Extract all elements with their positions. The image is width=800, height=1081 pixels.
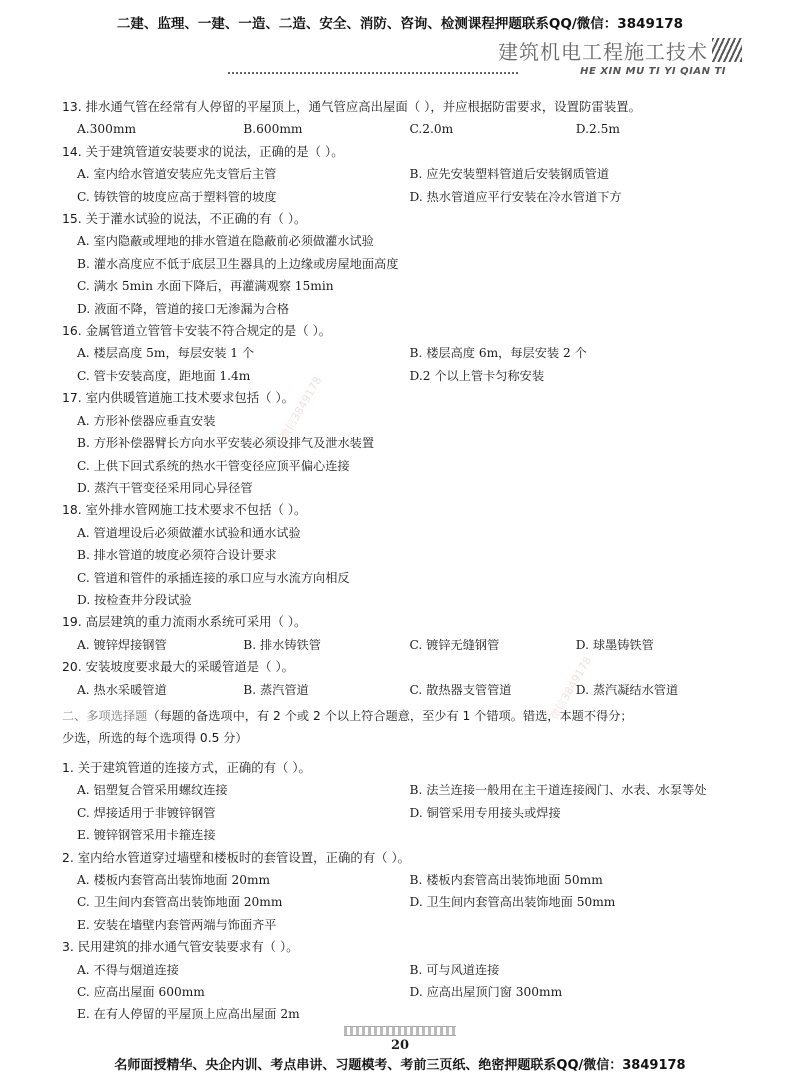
answer-option: A. 室内隐蔽或埋地的排水管道在隐蔽前必须做灌水试验 (77, 234, 374, 249)
question-block (62, 611, 742, 656)
answer-option: D. 液面不降，管道的接口无渗漏为合格 (77, 301, 290, 316)
question-text: 3. 民用建筑的排水通气管安装要求有（ ）。 (62, 939, 299, 955)
question-block (62, 387, 742, 499)
answer-option: D. 蒸汽干管变径采用同心异径管 (77, 480, 253, 495)
answer-option: C. 管道和管件的承插连接的承口应与水流方向相反 (77, 570, 350, 585)
option-group (62, 869, 742, 936)
answer-option: B. 蒸汽管道 (243, 682, 309, 697)
question-block (62, 141, 742, 208)
option-group (62, 522, 742, 612)
answer-option: C. 应高出屋面 600mm (77, 985, 205, 1000)
section-title: 二、多项选择题 (62, 708, 148, 723)
option-group (62, 410, 742, 500)
watermark: 微信3849178 (277, 374, 325, 443)
answer-option: A.300mm (77, 122, 137, 137)
answer-option: A. 方形补偿器应垂直安装 (77, 413, 216, 428)
answer-option: B. 法兰连接一般用在主干道连接阀门、水表、水泵等处 (409, 783, 707, 798)
question-text: 13. 排水通气管在经常有人停留的平屋顶上，通气管应高出屋面（ ），并应根据防雷要求，设置防雷装置。 (62, 99, 641, 114)
answer-option: A. 热水采暖管道 (77, 682, 167, 697)
answer-option: D. 按检查井分段试验 (77, 592, 192, 607)
answer-option: A. 镀锌焊接钢管 (77, 637, 167, 652)
section-description-cont: 少选，所选的每个选项得 0.5 分） (62, 730, 248, 745)
answer-option: A. 管道埋设后必须做灌水试验和通水试验 (77, 525, 301, 540)
multi-choice-section-header (62, 705, 742, 749)
answer-option: B. 可与风道连接 (409, 962, 500, 977)
answer-option: C.2.0m (409, 122, 454, 137)
answer-option: C. 焊接适用于非镀锌钢管 (77, 805, 216, 820)
answer-option: C. 镀锌无缝钢管 (409, 637, 500, 652)
question-block (62, 847, 742, 937)
question-block (62, 96, 742, 141)
answer-option: C. 散热器支管管道 (409, 682, 512, 697)
answer-option: D. 应高出屋顶门窗 300mm (409, 985, 563, 1000)
answer-option: C. 上供下回式系统的热水干管变径应顶平偏心连接 (77, 458, 350, 473)
answer-option: A. 室内给水管道安装应先支管后主管 (77, 167, 277, 182)
answer-option: D. 铜管采用专用接头或焊接 (409, 805, 561, 820)
chapter-subtitle: HE XIN MU TI YI QIAN TI (580, 66, 726, 77)
question-text: 14. 关于建筑管道安装要求的说法，正确的是（ ）。 (62, 143, 344, 159)
answer-option: E. 镀锌钢管采用卡箍连接 (77, 828, 216, 843)
bottom-promo-banner: 名师面授精华、央企内训、考点串讲、习题模考、考前三页纸、绝密押题联系QQ/微信：3849178 (114, 1058, 686, 1073)
answer-option: B. 楼板内套管高出装饰地面 50mm (409, 873, 603, 887)
multi-choice-list (62, 757, 742, 1026)
question-text: 1. 关于建筑管道的连接方式，正确的有（ ）。 (62, 759, 311, 775)
question-text: 17. 室内供暖管道施工技术要求包括（ ）。 (62, 390, 295, 406)
answer-option: A. 楼板内套管高出装饰地面 20mm (77, 873, 271, 887)
header-dotted-rule (228, 72, 518, 74)
header-stripes-decoration (712, 38, 742, 62)
page-number: 20 (390, 1038, 410, 1053)
option-group (62, 779, 742, 846)
answer-option: B. 排水铸铁管 (243, 637, 321, 652)
option-group (62, 959, 742, 1026)
answer-option: D. 球墨铸铁管 (575, 637, 654, 652)
answer-option: D.2 个以上管卡匀称安装 (409, 368, 545, 383)
option-group (62, 230, 742, 320)
answer-option: B. 楼层高度 6m，每层安装 2 个 (409, 346, 587, 361)
question-text: 16. 金属管道立管管卡安装不符合规定的是（ ）。 (62, 323, 332, 339)
question-block (62, 208, 742, 320)
question-text: 15. 关于灌水试验的说法，不正确的有（ ）。 (62, 211, 307, 227)
answer-option: B.600mm (243, 122, 303, 137)
option-group (62, 634, 742, 656)
answer-option: A. 楼层高度 5m，每层安装 1 个 (77, 346, 255, 361)
question-text: 20. 安装坡度要求最大的采暖管道是（ ）。 (62, 659, 295, 675)
answer-option: E. 安装在墙壁内套管两端与饰面齐平 (77, 917, 277, 932)
question-text: 18. 室外排水管网施工技术要求不包括（ ）。 (62, 502, 307, 518)
question-block (62, 936, 742, 1026)
question-block (62, 499, 742, 611)
question-block (62, 656, 742, 701)
answer-option: D. 热水管道应平行安装在冷水管道下方 (409, 189, 622, 204)
option-group (62, 163, 742, 208)
answer-option: A. 不得与烟道连接 (77, 962, 179, 977)
question-block (62, 757, 742, 847)
option-group (62, 679, 742, 701)
answer-option: C. 满水 5min 水面下降后，再灌满观察 15min (77, 279, 334, 294)
footer-decoration (344, 1026, 456, 1036)
question-content (62, 96, 742, 1026)
answer-option: E. 在有人停留的平屋顶上应高出屋面 2m (77, 1007, 300, 1022)
answer-option: D. 蒸汽凝结水管道 (575, 682, 679, 697)
option-group (62, 342, 742, 387)
question-text: 2. 室内给水管道穿过墙壁和楼板时的套管设置，正确的有（ ）。 (62, 849, 411, 865)
question-block (62, 320, 742, 387)
answer-option: C. 卫生间内套管高出装饰地面 20mm (77, 895, 283, 910)
single-choice-list (62, 96, 742, 701)
option-group (62, 118, 742, 140)
section-description: （每题的备选项中，有 2 个或 2 个以上符合题意，至少有 1 个错项。错选，本题不得分； (147, 708, 633, 723)
question-text: 19. 高层建筑的重力流雨水系统可采用（ ）。 (62, 614, 307, 630)
top-promo-banner: 二建、监理、一建、一造、二造、安全、消防、咨询、检测课程押题联系QQ/微信：3849178 (116, 16, 684, 32)
answer-option: D. 卫生间内套管高出装饰地面 50mm (409, 895, 616, 910)
answer-option: D.2.5m (575, 122, 620, 137)
answer-option: B. 应先安装塑料管道后安装钢质管道 (409, 167, 610, 182)
answer-option: C. 管卡安装高度，距地面 1.4m (77, 368, 251, 383)
watermark: 微信3849178 (547, 654, 595, 723)
answer-option: C. 铸铁管的坡度应高于塑料管的坡度 (77, 189, 277, 204)
answer-option: A. 铝塑复合管采用螺纹连接 (77, 783, 228, 798)
answer-option: B. 排水管道的坡度必须符合设计要求 (77, 548, 277, 563)
answer-option: B. 灌水高度应不低于底层卫生器具的上边缘或房屋地面高度 (77, 256, 399, 271)
chapter-title: 建筑机电工程施工技术 (498, 40, 708, 64)
answer-option: B. 方形补偿器臂长方向水平安装必须设排气及泄水装置 (77, 436, 375, 451)
